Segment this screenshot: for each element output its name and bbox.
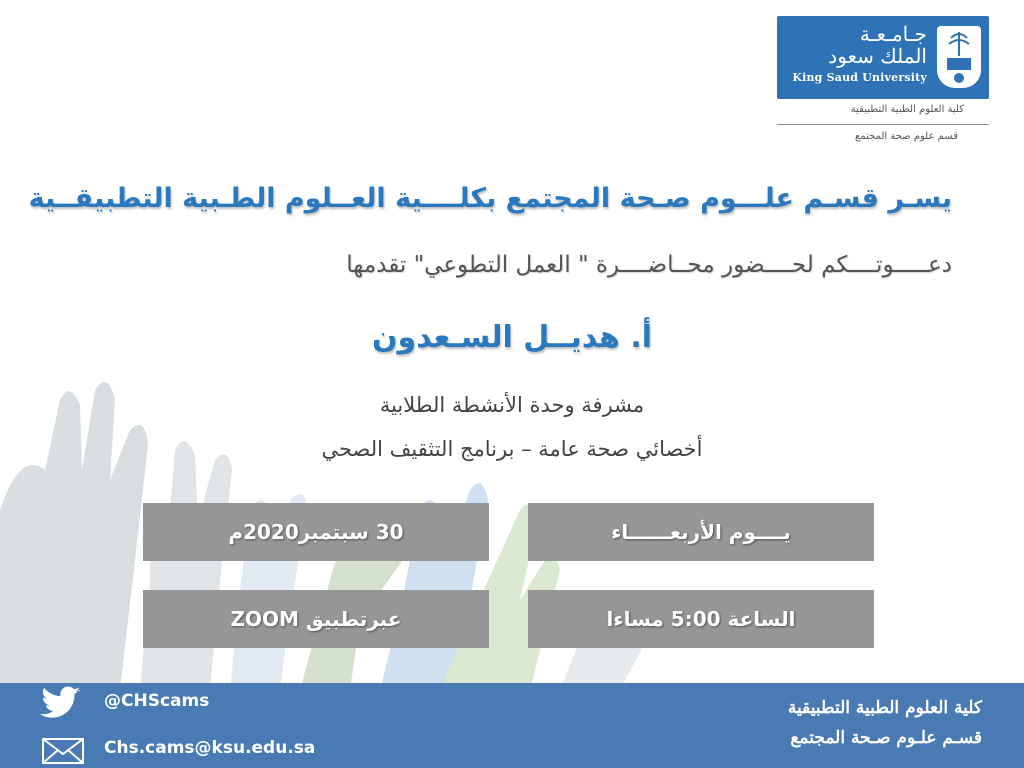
invitation-text: دعـــــوتــــكم لحــــضور محــاضــــرة " العمل التطوعي" تقدمها — [346, 252, 952, 278]
date-box: 30 سبتمبر2020م — [143, 503, 489, 561]
speaker-role-2: أخصائي صحة عامة – برنامج التثقيف الصحي — [321, 437, 703, 461]
footer-college-name: كلية العلوم الطبية التطبيقية — [787, 698, 982, 718]
footer-department-name: قسـم علـوم صـحة المجتمع — [790, 728, 982, 748]
header-divider — [777, 124, 989, 125]
ksu-logo — [777, 16, 989, 99]
time-box: الساعة 5:00 مساءا — [528, 590, 874, 648]
logo-arabic-line1: جـامـعـة — [859, 22, 927, 46]
day-box: يــــوم الأربعــــــاء — [528, 503, 874, 561]
logo-arabic-line2: الملك سعود — [828, 44, 927, 68]
twitter-icon — [40, 686, 82, 722]
ksu-emblem-icon — [937, 26, 981, 88]
email-address[interactable]: Chs.cams@ksu.edu.sa — [104, 738, 316, 758]
header-department-name: قسم علوم صحة المجتمع — [854, 131, 958, 142]
mail-icon — [42, 738, 84, 764]
headline: يسـر قسـم علـــوم صـحة المجتمع بكلــــية العــلوم الطـبية التطبيقــية — [28, 183, 952, 214]
header-college-name: كلية العلوم الطبية التطبيقية — [850, 104, 964, 115]
logo-english-name: King Saud University — [792, 71, 927, 84]
speaker-name: أ. هديــل السـعدون — [371, 320, 653, 355]
platform-box: عبرتطبيق ZOOM — [143, 590, 489, 648]
twitter-handle[interactable]: @CHScams — [104, 691, 210, 711]
speaker-role-1: مشرفة وحدة الأنشطة الطلابية — [379, 393, 645, 417]
